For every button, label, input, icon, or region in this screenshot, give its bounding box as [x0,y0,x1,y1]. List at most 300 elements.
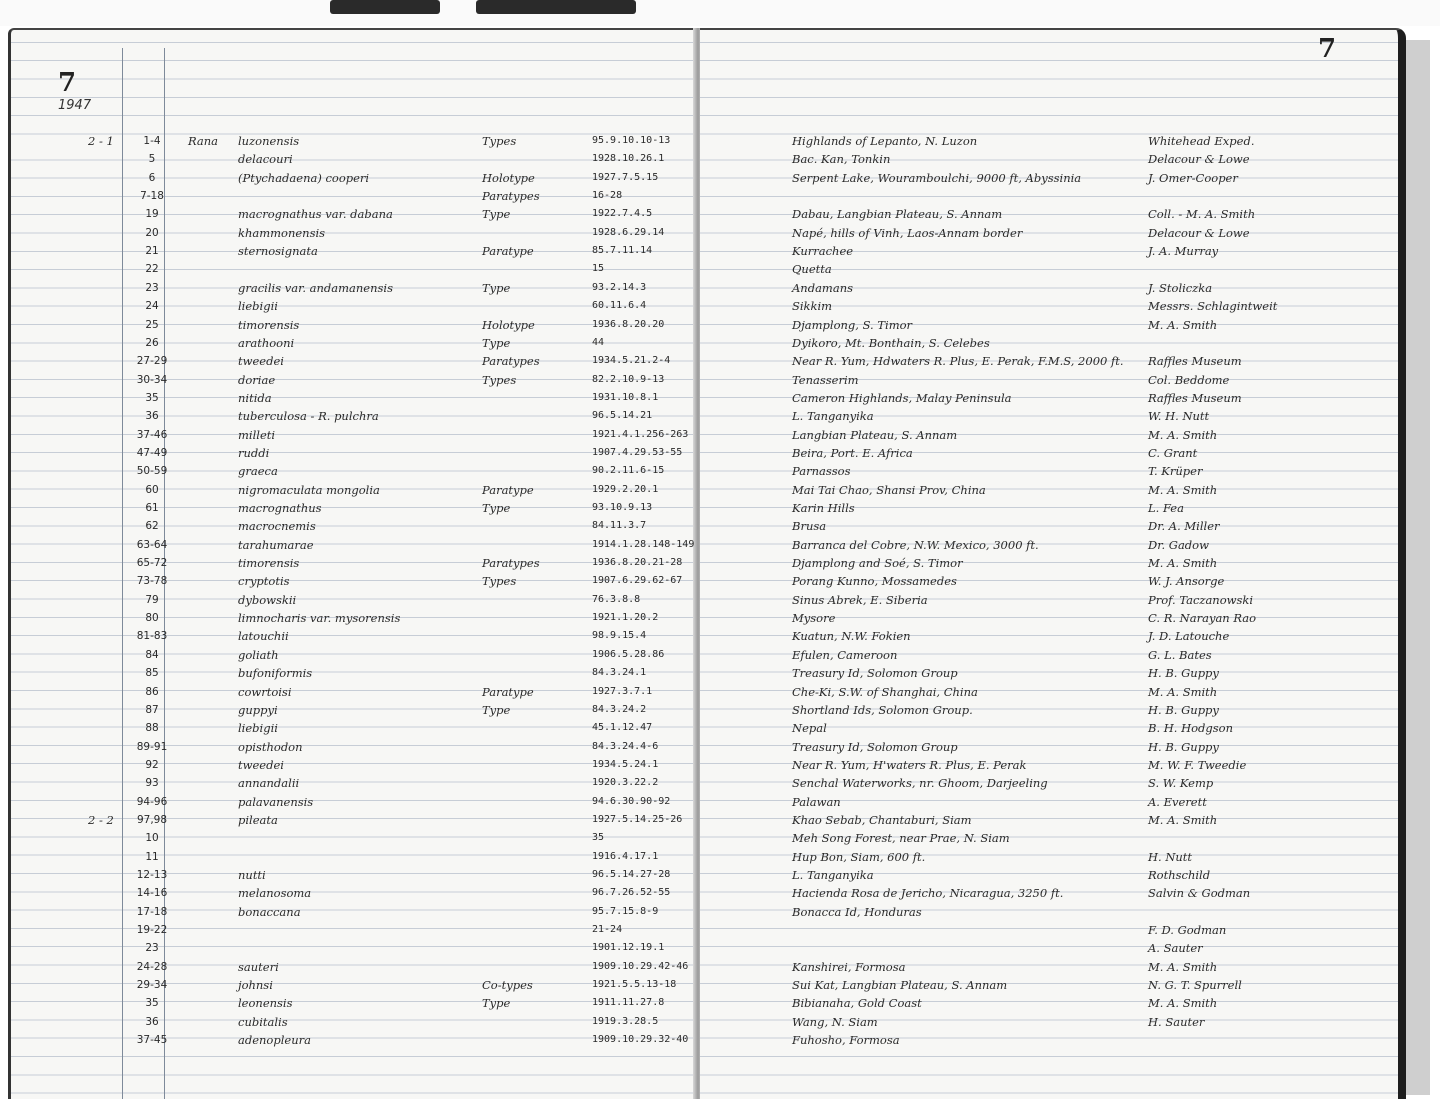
type-status: Type [482,996,511,1011]
table-row [0,829,1440,847]
bm-register-number: 60.11.6.4 [592,300,647,312]
bm-register-number: 82.2.10.9-13 [592,373,665,385]
locality: Sinus Abrek, E. Siberia [792,592,928,607]
collector: J. Stoliczka [1148,280,1213,295]
bm-register-number: 21-24 [592,924,623,936]
table-row [0,793,1440,811]
specimen-number: 85 [145,667,159,680]
table-row [0,939,1440,957]
bm-register-number: 1921.5.5.13-18 [592,979,677,991]
specimen-number: 37-45 [136,1034,168,1047]
collector: Dr. Gadow [1148,537,1209,552]
specimen-number: 73-78 [136,575,168,588]
specimen-number: 20 [145,226,159,239]
table-row [0,921,1440,939]
specimen-number: 7-18 [140,190,164,203]
specimen-number: 23 [145,942,159,955]
locality: Barranca del Cobre, N.W. Mexico, 3000 ft. [792,537,1039,552]
species-name: macrognathus var. dabana [238,207,393,222]
bm-register-number: 1927.5.14.25-26 [592,813,683,825]
bm-register-number: 96.5.14.27-28 [592,869,671,880]
collector: T. Krüper [1148,464,1203,479]
locality: Sikkim [792,299,833,314]
register-year: 1947 [58,98,92,113]
table-row [0,591,1440,609]
table-row [0,646,1440,664]
collector: H. Nutt [1148,849,1193,864]
bm-register-number: 1936.8.20.20 [592,318,665,330]
bm-register-number: 93.2.14.3 [592,281,647,293]
bm-register-number: 1934.5.21.2-4 [592,355,671,367]
species-name: adenopleura [238,1033,311,1048]
specimen-number: 5 [148,153,156,166]
collector: Rothschild [1148,868,1211,882]
bm-register-number: 85.7.11.14 [592,245,653,257]
bm-register-number: 1901.12.19.1 [592,942,665,954]
bm-register-number: 84.3.24.2 [592,703,647,715]
specimen-number: 50-59 [136,465,168,478]
collector: F. D. Godman [1148,923,1227,938]
table-row [0,371,1440,389]
table-row [0,187,1440,205]
table-row [0,609,1440,627]
table-row [0,554,1440,572]
bm-register-number: 1906.5.28.86 [592,648,665,660]
table-row [0,719,1440,737]
locality: Dabau, Langbian Plateau, S. Annam [792,207,1003,222]
table-row [0,811,1440,829]
table-row [0,958,1440,976]
species-name: macrognathus [238,501,322,515]
species-name: cryptotis [238,574,290,589]
bm-register-number: 35 [592,832,605,844]
bm-register-number: 90.2.11.6-15 [592,465,665,477]
locality: Djamplong, S. Timor [792,317,913,332]
specimen-number: 25 [145,318,159,331]
locality: Treasury Id, Solomon Group [792,739,958,754]
table-row [0,848,1440,866]
locality: Near R. Yum, Hdwaters R. Plus, E. Perak, F.M.S, 2000 ft. [792,354,1124,369]
table-row [0,334,1440,352]
table-row [0,426,1440,444]
collector: Raffles Museum [1148,354,1242,369]
locality: Shortland Ids, Solomon Group. [792,702,973,717]
bm-register-number: 1909.10.29.42-46 [592,960,689,972]
locality: Karin Hills [792,501,855,515]
table-row [0,150,1440,168]
type-status: Paratype [482,482,534,497]
bm-register-number: 98.9.15.4 [592,630,647,642]
bm-register-number: 1927.3.7.1 [592,685,653,697]
bm-register-number: 93.10.9.13 [592,502,653,513]
bm-register-number: 84.3.24.1 [592,667,647,679]
bm-register-number: 84.11.3.7 [592,520,647,532]
species-name: nutti [238,868,266,882]
table-row [0,517,1440,535]
species-name: sauteri [238,959,279,974]
table-row [0,994,1440,1012]
locality: Meh Song Forest, near Prae, N. Siam [792,831,1010,846]
specimen-number: 36 [145,410,159,423]
locality: Serpent Lake, Wouramboulchi, 9000 ft, Abyssinia [792,170,1082,185]
bm-register-number: 15 [592,263,605,275]
bm-register-number: 1914.1.28.148-149 [592,538,695,550]
locality: Che-Ki, S.W. of Shanghai, China [792,684,978,699]
collector: Raffles Museum [1148,390,1242,405]
specimen-number: 35 [145,391,159,404]
species-name: liebigii [238,721,278,736]
collector: B. H. Hodgson [1148,721,1234,736]
specimen-number: 84 [145,648,159,661]
type-status: Paratypes [482,556,540,571]
table-row [0,756,1440,774]
bm-register-number: 1934.5.24.1 [592,758,659,770]
specimen-number: 30-34 [136,373,168,386]
specimen-number: 93 [145,777,159,790]
specimen-number: 63-64 [136,538,168,551]
collector: L. Fea [1148,501,1184,515]
type-status: Paratype [482,684,534,699]
species-name: doriae [238,372,276,387]
species-name: timorensis [238,556,300,571]
collector: W. H. Nutt [1148,409,1210,424]
table-row [0,701,1440,719]
type-status: Paratype [482,244,534,259]
bm-register-number: 95.9.10.10-13 [592,135,671,146]
bm-register-number: 16-28 [592,190,623,202]
type-status: Types [482,372,517,387]
table-row [0,664,1440,682]
specimen-number: 62 [145,520,159,533]
type-status: Type [482,280,511,295]
binder-clip-right [476,0,636,14]
locality: Porang Kunno, Mossamedes [792,574,957,589]
type-status: Type [482,335,511,350]
bm-register-number: 1936.8.20.21-28 [592,557,683,569]
table-row [0,260,1440,278]
species-name: tweedei [238,354,284,369]
type-status: Co-types [482,978,533,993]
locality: Bac. Kan, Tonkin [792,152,891,167]
specimen-number: 60 [145,483,159,496]
locality: Langbian Plateau, S. Annam [792,427,958,442]
specimen-number: 36 [145,1015,159,1028]
specimen-number: 94-96 [136,795,168,808]
table-row [0,683,1440,701]
species-name: annandalii [238,776,300,791]
species-name: leonensis [238,996,293,1011]
collector: A. Everett [1148,794,1207,809]
table-row [0,407,1440,425]
collector: C. R. Narayan Rao [1148,611,1257,626]
species-name: goliath [238,647,279,662]
specimen-number: 19-22 [136,924,168,937]
collector: M. A. Smith [1148,996,1218,1011]
specimen-number: 27-29 [136,355,168,368]
specimen-number: 24 [145,300,159,313]
collector: H. B. Guppy [1148,739,1219,754]
species-name: pileata [238,812,278,827]
collector: Dr. A. Miller [1148,519,1220,534]
species-name: latouchii [238,629,289,644]
species-name: bonaccana [238,904,301,919]
collector: Delacour & Lowe [1148,152,1250,167]
species-name: liebigii [238,299,278,314]
register-number: 2 - 1 [88,134,114,148]
specimen-number: 79 [145,593,159,606]
collector: A. Sauter [1148,941,1203,956]
specimen-number: 1-4 [143,135,161,147]
table-row [0,884,1440,902]
locality: Efulen, Cameroon [792,647,898,662]
locality: Nepal [792,721,827,736]
locality: Kanshirei, Formosa [792,959,906,974]
locality: Kuatun, N.W. Fokien [792,629,911,644]
collector: Delacour & Lowe [1148,225,1250,240]
collector: W. J. Ansorge [1148,574,1225,589]
species-name: nitida [238,390,272,405]
specimen-number: 22 [145,263,159,276]
species-name: guppyi [238,702,278,717]
specimen-number: 10 [145,832,159,845]
locality: Palawan [792,794,841,809]
collector: M. A. Smith [1148,427,1218,442]
specimen-number: 92 [145,758,159,771]
bm-register-number: 1911.11.27.8 [592,997,665,1009]
collector: M. A. Smith [1148,482,1218,497]
type-status: Type [482,207,511,222]
locality: Tenasserim [792,372,859,387]
table-row [0,224,1440,242]
locality: Senchal Waterworks, nr. Ghoom, Darjeeling [792,776,1048,791]
right-page-number: 7 [1318,34,1337,64]
bm-register-number: 1916.4.17.1 [592,850,659,862]
specimen-number: 14-16 [136,887,168,900]
table-row [0,462,1440,480]
table-row [0,738,1440,756]
collector: H. Sauter [1148,1014,1205,1029]
type-status: Paratypes [482,354,540,369]
locality: Brusa [792,519,827,534]
bm-register-number: 1909.10.29.32-40 [592,1034,689,1046]
locality: Mysore [792,611,836,626]
type-status: Paratypes [482,189,540,204]
type-status: Holotype [482,170,535,185]
locality: Dyikoro, Mt. Bonthain, S. Celebes [792,335,990,350]
bm-register-number: 1907.6.29.62-67 [592,575,683,587]
species-name: arathooni [238,335,295,350]
table-row [0,866,1440,884]
specimen-number: 29-34 [136,979,168,992]
specimen-number: 37-46 [136,428,168,441]
bm-register-number: 76.3.8.8 [592,593,641,605]
locality: Quetta [792,262,832,277]
collector: C. Grant [1148,445,1198,460]
locality: Bonacca Id, Honduras [792,904,922,919]
table-row [0,352,1440,370]
locality: Treasury Id, Solomon Group [792,666,958,681]
locality: Djamplong and Soé, S. Timor [792,556,963,571]
bm-register-number: 96.5.14.21 [592,410,653,422]
bm-register-number: 1919.3.28.5 [592,1015,659,1027]
collector: M. A. Smith [1148,684,1218,699]
specimen-number: 65-72 [136,557,168,570]
table-row [0,1013,1440,1031]
collector: Col. Beddome [1148,372,1230,387]
locality: Parnassos [792,464,851,479]
binder-clip-left [330,0,440,14]
specimen-number: 87 [145,703,159,716]
register-number: 2 - 2 [88,812,114,827]
table-row [0,242,1440,260]
table-row [0,279,1440,297]
locality: Napé, hills of Vinh, Laos-Annam border [792,225,1023,240]
specimen-number: 6 [148,171,156,184]
specimen-number: 80 [145,612,159,625]
species-name: timorensis [238,317,300,332]
table-row [0,774,1440,792]
table-row [0,499,1440,517]
collector: Whitehead Exped. [1148,134,1255,148]
locality: Kurrachee [792,244,854,259]
bm-register-number: 1927.7.5.15 [592,171,659,183]
bm-register-number: 1907.4.29.53-55 [592,446,683,458]
species-name: tweedei [238,757,284,772]
species-name: opisthodon [238,739,303,754]
bm-register-number: 1928.10.26.1 [592,153,665,165]
locality: Khao Sebab, Chantaburi, Siam [792,812,972,827]
species-name: delacouri [238,152,293,167]
bm-register-number: 1921.4.1.256-263 [592,428,689,440]
table-row [0,627,1440,645]
specimen-number: 24-28 [136,960,168,973]
bm-register-number: 1928.6.29.14 [592,226,665,238]
table-row [0,444,1440,462]
collector: Coll. - M. A. Smith [1148,207,1256,222]
bm-register-number: 44 [592,336,605,348]
locality: Mai Tai Chao, Shansi Prov, China [792,482,986,497]
bm-register-number: 95.7.15.8-9 [592,905,659,917]
table-row [0,481,1440,499]
table-row [0,316,1440,334]
species-name: ruddi [238,445,270,460]
locality: Wang, N. Siam [792,1014,878,1029]
bm-register-number: 1931.10.8.1 [592,391,659,403]
species-name: palavanensis [238,794,314,809]
species-name: tarahumarae [238,537,314,552]
species-name: graeca [238,464,278,479]
bm-register-number: 1922.7.4.5 [592,208,653,220]
locality: Andamans [792,280,853,295]
table-row [0,169,1440,187]
collector: M. A. Smith [1148,556,1218,571]
species-name: johnsi [238,978,273,993]
collector: M. A. Smith [1148,959,1218,974]
collector: N. G. T. Spurrell [1148,978,1242,993]
bm-register-number: 96.7.26.52-55 [592,887,671,899]
collector: H. B. Guppy [1148,702,1219,717]
species-name: cowrtoisi [238,684,292,699]
specimen-number: 81-83 [136,630,168,643]
table-row [0,389,1440,407]
locality: Sui Kat, Langbian Plateau, S. Annam [792,978,1008,993]
collector: M. A. Smith [1148,317,1218,332]
bm-register-number: 1920.3.22.2 [592,777,659,789]
bm-register-number: 94.6.30.90-92 [592,795,671,807]
locality: Near R. Yum, H'waters R. Plus, E. Perak [792,757,1027,772]
species-name: sternosignata [238,244,318,259]
table-row [0,1031,1440,1049]
species-name: dybowskii [238,592,297,607]
locality: Beira, Port. E. Africa [792,445,913,460]
species-name: bufoniformis [238,666,313,681]
collector: Prof. Taczanowski [1148,592,1254,607]
table-row [0,132,1440,150]
locality: L. Tanganyika [792,409,874,424]
specimen-number: 23 [145,281,159,294]
species-name: luzonensis [238,134,300,148]
specimen-number: 12-13 [136,869,168,881]
locality: Hacienda Rosa de Jericho, Nicaragua, 3250 ft. [792,886,1064,901]
specimen-number: 17-18 [136,905,168,918]
collector: M. A. Smith [1148,812,1218,827]
locality: Bibianaha, Gold Coast [792,996,922,1011]
locality: Cameron Highlands, Malay Peninsula [792,390,1012,405]
collector: S. W. Kemp [1148,776,1214,791]
table-row [0,205,1440,223]
table-row [0,976,1440,994]
locality: Hup Bon, Siam, 600 ft. [792,849,926,864]
type-status: Types [482,134,517,148]
specimen-number: 21 [145,245,159,258]
collector: Messrs. Schlagintweit [1148,299,1278,314]
locality: L. Tanganyika [792,868,874,882]
specimen-number: 97,98 [136,813,168,826]
collector: J. A. Murray [1148,244,1219,259]
bm-register-number: 1921.1.20.2 [592,612,659,624]
collector: J. Omer-Cooper [1148,170,1238,185]
species-name: cubitalis [238,1014,288,1029]
species-name: khammonensis [238,225,326,240]
species-name: gracilis var. andamanensis [238,280,393,295]
table-row [0,572,1440,590]
collector: G. L. Bates [1148,647,1212,662]
type-status: Types [482,574,517,589]
species-name: limnocharis var. mysorensis [238,611,401,626]
type-status: Type [482,501,511,515]
specimen-number: 35 [145,997,159,1010]
specimen-number: 88 [145,722,159,735]
specimen-number: 61 [145,502,159,514]
specimen-number: 26 [145,336,159,349]
table-row [0,536,1440,554]
collector: M. W. F. Tweedie [1148,757,1247,772]
specimen-number: 19 [145,208,159,221]
species-name: tuberculosa - R. pulchra [238,409,379,424]
locality: Fuhosho, Formosa [792,1033,900,1048]
specimen-number: 47-49 [136,446,168,459]
specimen-number: 86 [145,685,159,698]
species-name: (Ptychadaena) cooperi [238,170,370,185]
table-row [0,297,1440,315]
collector: J. D. Latouche [1148,629,1230,644]
type-status: Type [482,702,511,717]
species-name: melanosoma [238,886,312,901]
bm-register-number: 84.3.24.4-6 [592,740,659,752]
scan-top-strip [0,0,1440,26]
collector: H. B. Guppy [1148,666,1219,681]
genus-name: Rana [188,134,219,148]
